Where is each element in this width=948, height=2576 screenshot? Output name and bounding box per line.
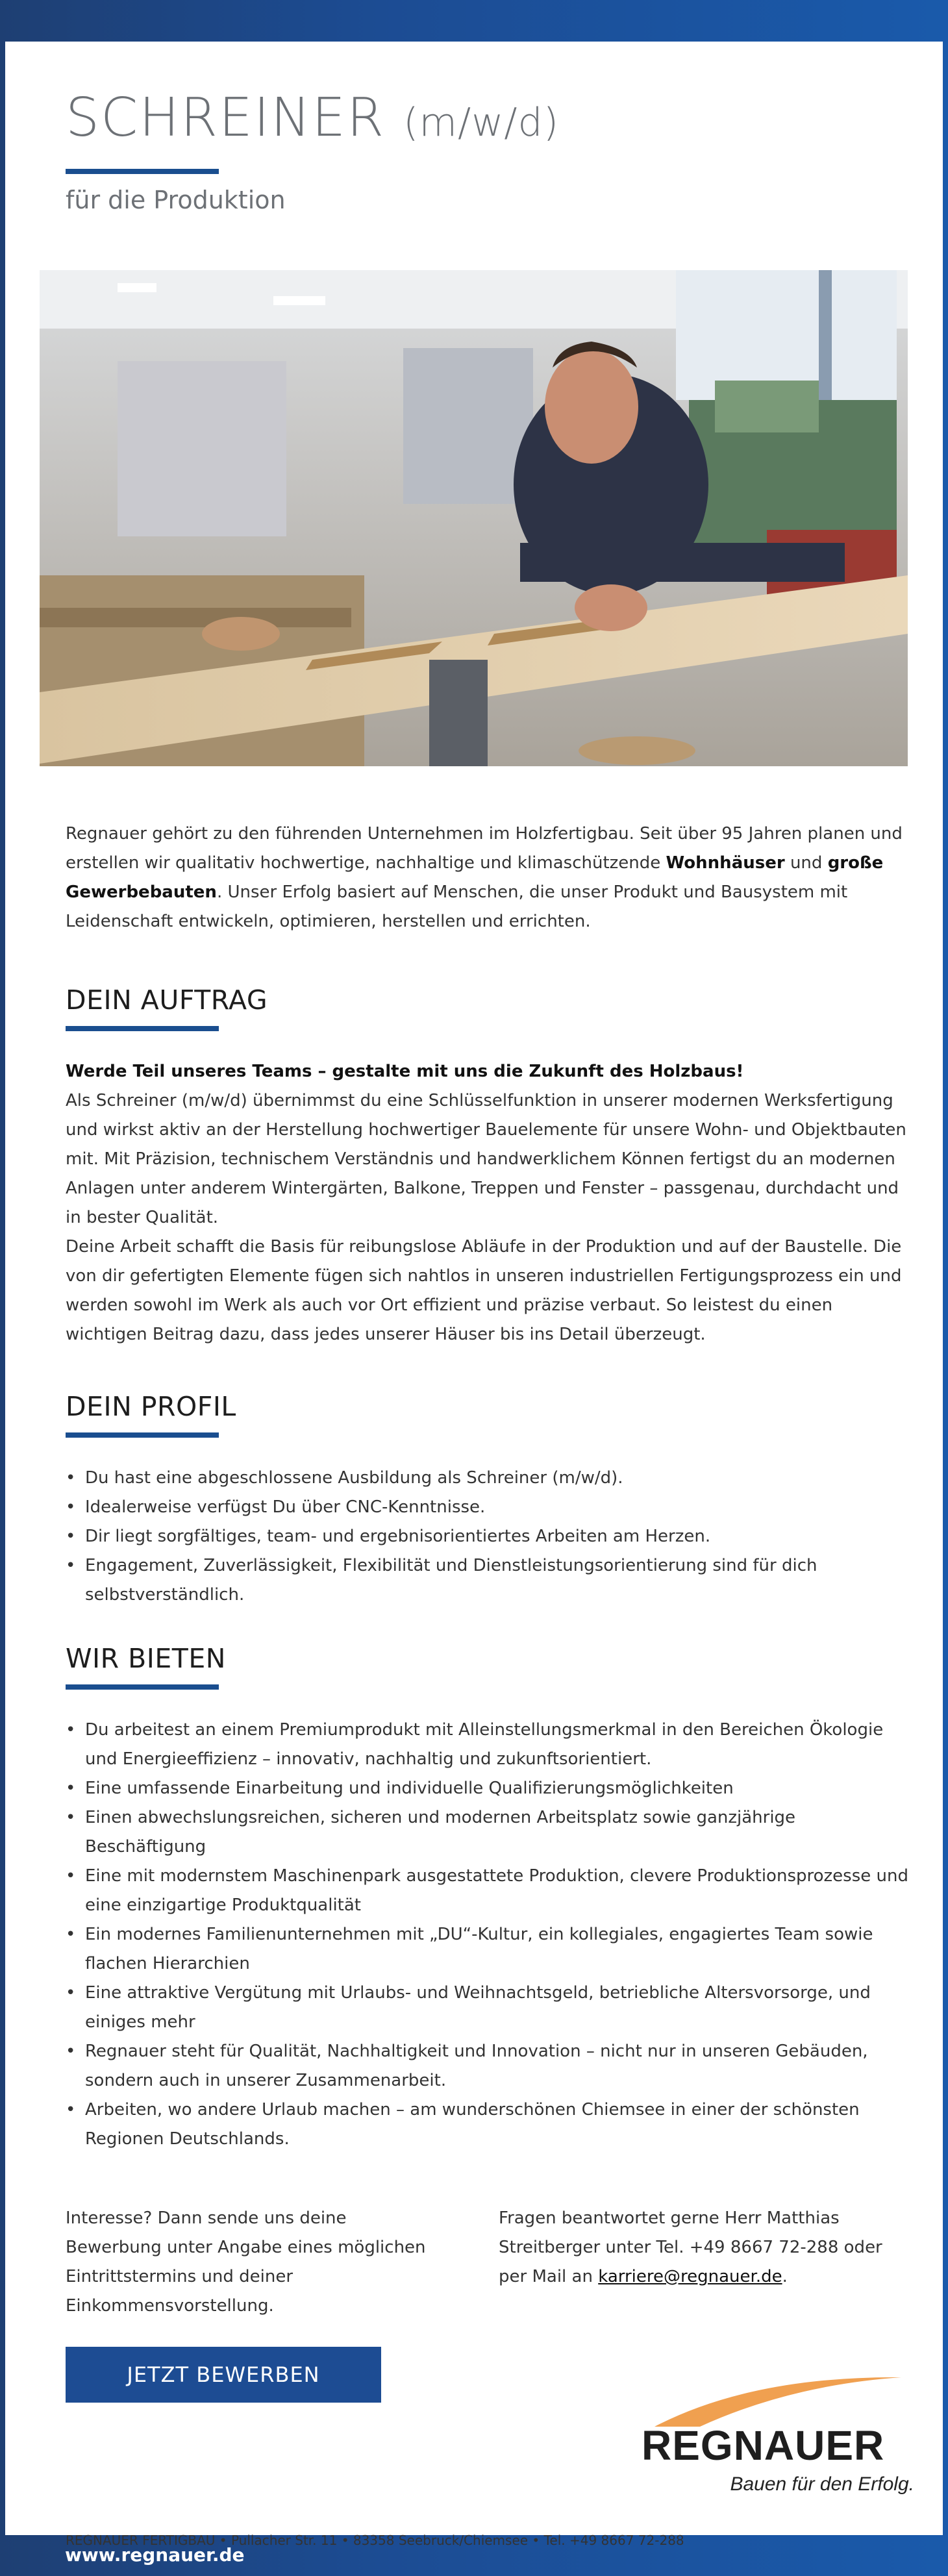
intro-text-3: . Unser Erfolg basiert auf Menschen, die unser Produkt und Bausystem mit Leidenschaft entwickeln, optimieren, herstellen und errichten. [66,882,848,931]
contact-end: . [782,2267,788,2286]
contact-info [499,2204,914,2292]
section-heading-bieten: WIR BIETEN [66,1643,226,1674]
list-item: • Eine mit modernstem Maschinenpark ausgestattete Produktion, clevere Produktionsprozesse und eine einzigartige Produktqualität [66,1862,916,1920]
bieten-list [66,1716,916,2154]
ad-card [5,42,943,2548]
regnauer-logo [629,2376,914,2506]
intro-bold-1: Wohnhäuser [666,853,785,873]
list-item: • Arbeiten, wo andere Urlaub machen – am wunderschönen Chiemsee in einer der schönsten Regionen Deutschlands. [66,2095,916,2154]
auftrag-text [66,1057,916,1349]
intro-text-1: Regnauer gehört zu den führenden Unternehmen im Holzfertigbau. Seit über 95 Jahren planen und erstellen wir qualitativ hochwertige, nachhaltige und klimaschützende [66,824,903,873]
list-item: • Idealerweise verfügst Du über CNC-Kenntnisse. [66,1493,916,1522]
hero-photo [40,270,908,766]
profil-list [66,1464,916,1610]
title-underline [66,169,219,174]
intro-bold-2: große Gewerbebauten [66,853,884,902]
gender-suffix: (m/w/d) [403,100,559,145]
logo-wordmark: REGNAUER [642,2422,885,2469]
job-title: SCHREINER [66,87,386,149]
list-item: • Einen abwechslungsreichen, sicheren und modernen Arbeitsplatz sowie ganzjährige Beschäftigung [66,1803,916,1862]
section-heading-profil: DEIN PROFIL [66,1391,236,1422]
logo-tagline: Bauen für den Erfolg. [730,2473,914,2495]
contact-text: Fragen beantwortet gerne Herr Matthias Streitberger unter Tel. +49 8667 72-288 oder per Mail an [499,2208,882,2286]
section-heading-auftrag: DEIN AUFTRAG [66,984,268,1016]
auftrag-paragraph-2: Deine Arbeit schafft die Basis für reibungslose Abläufe in der Produktion und auf der Baustelle. Die von dir gefertigten Elemente fügen sich nahtlos in unseren industriellen Fertigungsprozess ein und werden sowohl im Werk als auch vor Ort effizient und präzise verbaut. So leistest du einen wichtigen Beitrag dazu, dass jedes unserer Häuser bis ins Detail überzeugt. [66,1237,902,1344]
application-info: Interesse? Dann sende uns deine Bewerbung unter Angabe eines möglichen Eintrittstermins und deiner Einkommensvorstellung. [66,2208,426,2316]
apply-button[interactable]: JETZT BEWERBEN [66,2347,381,2403]
list-item: • Du arbeitest an einem Premiumprodukt mit Alleinstellungsmerkmal in den Bereichen Ökologie und Energieeffizienz – innovativ, nachhaltig und zukunftsorientiert. [66,1716,916,1774]
footer-address: REGNAUER FERTIGBAU • Pullacher Str. 11 • 83358 Seebruck/Chiemsee • Tel. +49 8667 72-288 [66,2532,684,2548]
logo-swoosh-icon [629,2376,914,2428]
profil-underline [66,1432,219,1438]
list-item: • Dir liegt sorgfältiges, team- und ergebnisorientiertes Arbeiten am Herzen. [66,1522,916,1551]
intro-paragraph [66,819,916,936]
list-item: • Regnauer steht für Qualität, Nachhaltigkeit und Innovation – nicht nur in unseren Gebäuden, sondern auch in unserer Zusammenarbeit. [66,2037,916,2095]
intro-text [66,819,916,936]
website-link[interactable]: www.regnauer.de [65,2544,245,2566]
page-title [66,87,559,149]
list-item: • Eine attraktive Vergütung mit Urlaubs- und Weihnachtsgeld, betriebliche Altersvorsorge, und einiges mehr [66,1979,916,2037]
intro-text-2: und [784,853,828,873]
auftrag-underline [66,1026,219,1031]
workshop-illustration [40,270,908,766]
bieten-underline [66,1684,219,1690]
list-item: • Eine umfassende Einarbeitung und individuelle Qualifizierungsmöglichkeiten [66,1774,916,1803]
page-subtitle: für die Produktion [66,186,286,214]
list-item: • Du hast eine abgeschlossene Ausbildung als Schreiner (m/w/d). [66,1464,916,1493]
email-link[interactable]: karriere@regnauer.de [598,2267,782,2286]
list-item: • Engagement, Zuverlässigkeit, Flexibilität und Dienstleistungsorientierung sind für dich selbstverständlich. [66,1551,916,1610]
auftrag-lead: Werde Teil unseres Teams – gestalte mit uns die Zukunft des Holzbaus! [66,1062,744,1081]
list-item: • Ein modernes Familienunternehmen mit „DU“-Kultur, ein kollegiales, engagiertes Team sowie flachen Hierarchien [66,1920,916,1979]
auftrag-paragraph-1: Als Schreiner (m/w/d) übernimmst du eine Schlüsselfunktion in unserer modernen Werksfertigung und wirkst aktiv an der Herstellung hochwertiger Bauelemente für unsere Wohn- und Objektbauten mit. Mit Präzision, technischem Verständnis und handwerklichem Können fertigst du an modernen Anlagen unter anderem Wintergärten, Balkone, Treppen und Fenster – passgenau, durchdacht und in bester Qualität. [66,1091,906,1227]
